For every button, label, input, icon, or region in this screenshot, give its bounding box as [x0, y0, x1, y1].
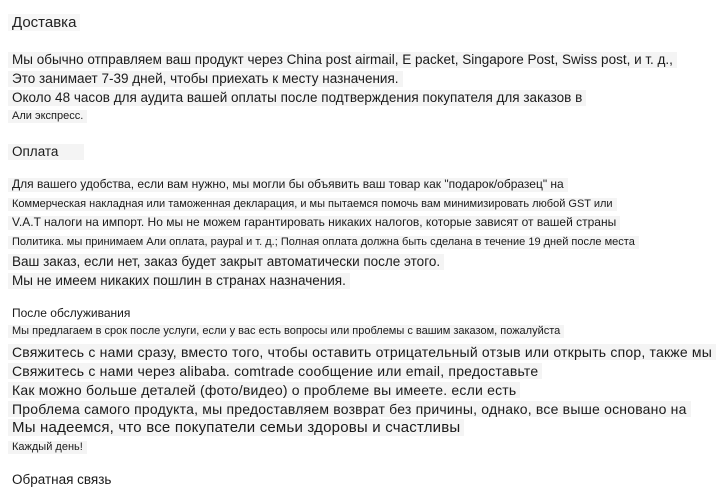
after-service-line-7: Каждый день! — [8, 441, 87, 454]
delivery-line-3: Около 48 часов для аудита вашей оплаты после подтверждения покупателя для заказов в — [8, 90, 586, 106]
after-service-line-1: Мы предлагаем в срок после услуги, если у вас есть вопросы или проблемы с вашим заказом, пожалуйста — [8, 325, 564, 338]
after-service-line-2: Свяжитесь с нами сразу, вместо того, чтобы оставить отрицательный отзыв или открыть спор, также мы — [8, 344, 716, 360]
payment-line-3: V.A.T налоги на импорт. Но мы не можем гарантировать никаких налогов, которые зависят от вашей страны — [8, 216, 620, 230]
after-service-line-6: Мы надеемся, что все покупатели семьи здоровы и счастливы — [8, 419, 464, 436]
delivery-line-1: Мы обычно отправляем ваш продукт через China post airmail, E packet, Singapore Post, Swiss post, и т. д., — [8, 52, 677, 68]
payment-line-6: Мы не имеем никаких пошлин в странах назначения. — [8, 273, 350, 289]
payment-line-2: Коммерческая накладная или таможенная декларация, и мы пытаемся помочь вам минимизировать любой GST или — [8, 198, 617, 211]
delivery-line-4: Али экспресс. — [8, 110, 87, 123]
delivery-heading: Доставка — [8, 14, 80, 31]
payment-heading: Оплата — [8, 144, 84, 160]
delivery-line-2: Это занимает 7-39 дней, чтобы приехать к месту назначения. — [8, 71, 403, 87]
after-service-heading: После обслуживания — [8, 307, 134, 321]
after-service-line-4: Как можно больше деталей (фото/видео) о проблеме вы имеете. если есть — [8, 382, 520, 398]
feedback-heading: Обратная связь — [8, 472, 115, 488]
payment-line-4: Политика. мы принимаем Али оплата, paypal и т. д.; Полная оплата должна быть сделана в течение 19 дней после места — [8, 236, 639, 249]
payment-line-5: Ваш заказ, если нет, заказ будет закрыт автоматически после этого. — [8, 254, 444, 270]
after-service-line-5: Проблема самого продукта, мы предоставляем возврат без причины, однако, все выше основано на — [8, 401, 691, 417]
after-service-line-3: Свяжитесь с нами через alibaba. comtrade сообщение или email, предоставьте — [8, 363, 542, 379]
payment-line-1: Для вашего удобства, если вам нужно, мы могли бы объявить ваш товар как "подарок/образец" на — [8, 178, 568, 192]
